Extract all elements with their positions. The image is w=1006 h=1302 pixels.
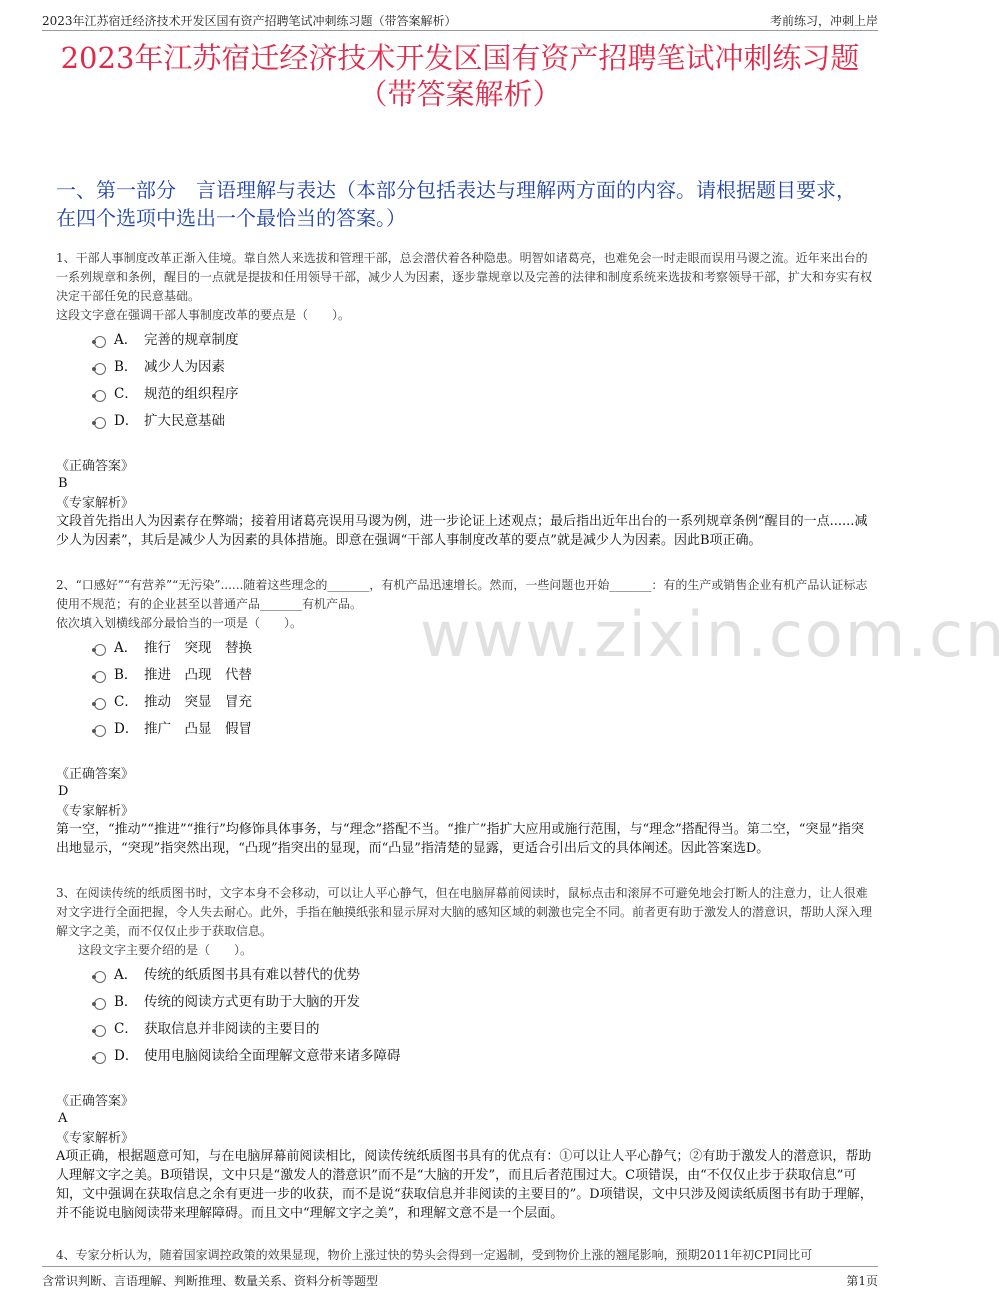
- option-list: [56, 636, 874, 744]
- title-line-2: （带答案解析）: [358, 77, 562, 111]
- answer-value: A: [58, 1111, 68, 1126]
- question-1: [56, 249, 874, 550]
- document-title: [40, 40, 880, 112]
- question-text: 3、在阅读传统的纸质图书时，文字本身不会移动，可以让人平心静气，但在电脑屏幕前阅读时，鼠标点击和滚屏不可避免地会打断人的注意力，让人很难对文字进行全面把握，令人失去耐心。此外，手指在触摸纸张和显示屏对大脑的感知区域的刺激也完全不同。前者更有助于激发人的潜意识，帮助人深入理解文字之美，而不仅仅止步于获取信息。: [56, 886, 873, 938]
- radio-icon[interactable]: [94, 417, 106, 429]
- question-text: 2、“口感好”“有营养”“无污染”......随着这些理念的_______，有机产品迅速增长。然而，一些问题也开始_______：有的生产或销售企业有机产品认证标志使用不规范；有的企业甚至以普通产品_______有机产品。: [56, 578, 868, 611]
- option-b[interactable]: B． 推进 凸现 代替: [56, 663, 874, 690]
- option-list: [56, 328, 874, 436]
- option-d[interactable]: D． 推广 凸显 假冒: [56, 717, 874, 744]
- page-header: [42, 8, 878, 31]
- radio-icon[interactable]: [94, 671, 106, 683]
- header-title: 2023年江苏宿迁经济技术开发区国有资产招聘笔试冲刺练习题（带答案解析）: [42, 14, 457, 28]
- analysis-label: 《专家解析》: [56, 1131, 135, 1146]
- option-c[interactable]: C． 推动 突显 冒充: [56, 690, 874, 717]
- title-line-1: 2023年江苏宿迁经济技术开发区国有资产招聘笔试冲刺练习题: [60, 41, 860, 75]
- radio-icon[interactable]: [94, 971, 106, 983]
- footer-note: 含常识判断、言语理解、判断推理、数量关系、资料分析等题型: [42, 1274, 379, 1288]
- question-ask: 依次填入划横线部分最恰当的一项是（ ）。: [56, 616, 303, 630]
- radio-icon[interactable]: [94, 644, 106, 656]
- analysis-text: 文段首先指出人为因素存在弊端；接着用诸葛亮误用马谡为例，进一步论证上述观点；最后指出近年出台的一系列规章条例“醒目的一点......减少人为因素”，其后是减少人为因素的具体措施。即意在强调“干部人事制度改革的要点”就是减少人为因素。因此B项正确。: [56, 514, 868, 548]
- radio-icon[interactable]: [94, 698, 106, 710]
- page-footer: [42, 1266, 878, 1291]
- option-list: [56, 963, 874, 1071]
- radio-icon[interactable]: [94, 1052, 106, 1064]
- question-ask: 这段文字主要介绍的是（ ）。: [78, 943, 253, 957]
- header-slogan: 考前练习，冲刺上岸: [769, 14, 878, 28]
- option-b[interactable]: B． 传统的阅读方式更有助于大脑的开发: [56, 990, 874, 1017]
- question-2: [56, 576, 874, 858]
- answer-value: D: [58, 784, 69, 799]
- question-3: [56, 884, 874, 1223]
- option-c[interactable]: C． 获取信息并非阅读的主要目的: [56, 1017, 874, 1044]
- question-4-partial: 4、专家分析认为，随着国家调控政策的效果显现，物价上涨过快的势头会得到一定遏制，受到物价上涨的翘尾影响，预期2011年初CPI同比可: [56, 1248, 813, 1262]
- analysis-text: A项正确，根据题意可知，与在电脑屏幕前阅读相比，阅读传统纸质图书具有的优点有：①可以让人平心静气；②有助于激发人的潜意识，帮助人理解文字之美。B项错误，文中只是“激发人的潜意识”而不是“大脑的开发”，而且后者范围过大。C项错误，由“不仅仅止步于获取信息”可知，文中强调在获取信息之余有更进一步的收获，而不是说“获取信息并非阅读的主要目的”。D项错误，文中只涉及阅读纸质图书有助于理解，并不能说电脑阅读带来理解障碍。而且文中“理解文字之美”，和理解文意不是一个层面。: [56, 1149, 873, 1221]
- answer-label: 《正确答案》: [56, 1094, 135, 1109]
- analysis-label: 《专家解析》: [56, 804, 135, 819]
- radio-icon[interactable]: [94, 1025, 106, 1037]
- option-c[interactable]: C． 规范的组织程序: [56, 382, 874, 409]
- radio-icon[interactable]: [94, 363, 106, 375]
- analysis-label: 《专家解析》: [56, 496, 135, 511]
- answer-value: B: [58, 476, 68, 491]
- option-a[interactable]: A． 传统的纸质图书具有难以替代的优势: [56, 963, 874, 990]
- radio-icon[interactable]: [94, 998, 106, 1010]
- radio-icon[interactable]: [94, 390, 106, 402]
- option-b[interactable]: B． 减少人为因素: [56, 355, 874, 382]
- option-d[interactable]: D． 扩大民意基础: [56, 409, 874, 436]
- question-ask: 这段文字意在强调干部人事制度改革的要点是（ ）。: [56, 308, 351, 322]
- answer-label: 《正确答案》: [56, 459, 135, 474]
- option-d[interactable]: D． 使用电脑阅读给全面理解文意带来诸多障碍: [56, 1044, 874, 1071]
- radio-icon[interactable]: [94, 336, 106, 348]
- option-a[interactable]: A． 推行 突现 替换: [56, 636, 874, 663]
- analysis-text: 第一空，“推动”“推进”“推行”均修饰具体事务，与“理念”搭配不当。“推广”指扩大应用或施行范围，与“理念”搭配得当。第二空，“突显”指突出地显示，“突现”指突然出现，“凸现”指突出的显现，而“凸显”指清楚的显露，更适合引出后文的具体阐述。因此答案选D。: [56, 822, 865, 856]
- watermark: www.zixin.com.cn: [420, 598, 1006, 671]
- page-number: 第1页: [846, 1274, 878, 1288]
- radio-icon[interactable]: [94, 725, 106, 737]
- question-text: 1、干部人事制度改革正渐入佳境。靠自然人来选拔和管理干部，总会潜伏着各种隐患。明智如诸葛亮，也难免会一时走眼而误用马谡之流。近年来出台的一系列规章和条例，醒目的一点就是提拔和任用领导干部，减少人为因素，逐步靠规章以及完善的法律和制度系统来选拔和考察领导干部，扩大和夯实有权决定干部任免的民意基础。: [56, 251, 873, 303]
- section-heading: 一、第一部分 言语理解与表达（本部分包括表达与理解两方面的内容。请根据题目要求，在四个选项中选出一个最恰当的答案。）: [56, 178, 856, 230]
- answer-label: 《正确答案》: [56, 767, 135, 782]
- option-a[interactable]: A． 完善的规章制度: [56, 328, 874, 355]
